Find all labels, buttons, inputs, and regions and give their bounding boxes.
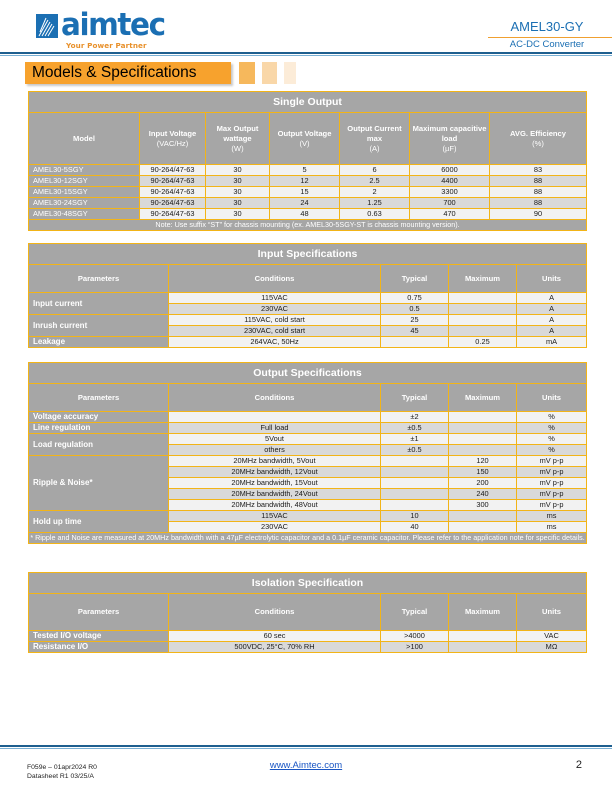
model-cell: AMEL30-5SGY <box>29 165 140 176</box>
aimtec-logo-icon <box>36 14 58 38</box>
banner-decor-bar <box>284 62 296 84</box>
input-voltage-cell: 90-264/47-63 <box>140 187 206 198</box>
column-header: Conditions <box>169 594 381 631</box>
maximum-cell <box>449 412 517 423</box>
table-row <box>29 631 587 642</box>
units-cell: mV p-p <box>517 478 587 489</box>
units-cell: A <box>517 326 587 337</box>
condition-cell <box>169 412 381 423</box>
units-cell: A <box>517 293 587 304</box>
typical-cell <box>381 478 449 489</box>
efficiency-cell: 88 <box>490 176 587 187</box>
units-cell: A <box>517 304 587 315</box>
condition-cell: 230VAC <box>169 522 381 533</box>
units-cell: % <box>517 423 587 434</box>
output-specs-table <box>28 362 587 544</box>
typical-cell: >100 <box>381 642 449 653</box>
typical-cell <box>381 467 449 478</box>
cap-load-cell: 6000 <box>410 165 490 176</box>
condition-cell: 20MHz bandwidth, 5Vout <box>169 456 381 467</box>
typical-cell: 45 <box>381 326 449 337</box>
param-cell: Hold up time <box>29 511 169 533</box>
condition-cell: 20MHz bandwidth, 24Vout <box>169 489 381 500</box>
table-title: Output Specifications <box>29 363 587 384</box>
section-banner-title: Models & Specifications <box>32 64 197 81</box>
param-cell: Inrush current <box>29 315 169 337</box>
column-header: Max Output wattage (W) <box>206 113 270 165</box>
efficiency-cell: 90 <box>490 209 587 220</box>
datasheet-revision: Datasheet R1 03/25/A <box>27 773 94 780</box>
typical-cell <box>381 456 449 467</box>
wattage-cell: 30 <box>206 176 270 187</box>
column-header: Parameters <box>29 594 169 631</box>
typical-cell: 10 <box>381 511 449 522</box>
output-voltage-cell: 5 <box>270 165 340 176</box>
banner-decor-bar <box>262 62 277 84</box>
condition-cell: 20MHz bandwidth, 15Vout <box>169 478 381 489</box>
column-header: Units <box>517 594 587 631</box>
table-note: * Ripple and Noise are measured at 20MHz bandwidth with a 47µF electrolytic capacitor and a 0.1µF ceramic capacitor. Please refer to the application note for specific details. <box>30 533 585 542</box>
efficiency-cell: 88 <box>490 198 587 209</box>
typical-cell <box>381 489 449 500</box>
input-voltage-cell: 90-264/47-63 <box>140 198 206 209</box>
table-row <box>29 423 587 434</box>
maximum-cell: 200 <box>449 478 517 489</box>
cap-load-cell: 4400 <box>410 176 490 187</box>
units-cell: % <box>517 412 587 423</box>
condition-cell: 60 sec <box>169 631 381 642</box>
condition-cell: Full load <box>169 423 381 434</box>
output-current-cell: 1.25 <box>340 198 410 209</box>
units-cell: A <box>517 315 587 326</box>
maximum-cell <box>449 315 517 326</box>
condition-cell: 230VAC <box>169 304 381 315</box>
condition-cell: 115VAC, cold start <box>169 315 381 326</box>
maximum-cell: 0.25 <box>449 337 517 348</box>
typical-cell: ±0.5 <box>381 423 449 434</box>
typical-cell: 40 <box>381 522 449 533</box>
condition-cell: 115VAC <box>169 511 381 522</box>
table-row <box>29 456 587 467</box>
units-cell: ms <box>517 522 587 533</box>
maximum-cell: 120 <box>449 456 517 467</box>
column-header: Maximum <box>449 384 517 412</box>
output-voltage-cell: 24 <box>270 198 340 209</box>
footer-website <box>0 760 612 771</box>
column-header: Model <box>29 113 140 165</box>
units-cell: MΩ <box>517 642 587 653</box>
maximum-cell: 240 <box>449 489 517 500</box>
input-voltage-cell: 90-264/47-63 <box>140 176 206 187</box>
units-cell: mV p-p <box>517 467 587 478</box>
cap-load-cell: 470 <box>410 209 490 220</box>
header-divider-thin <box>0 55 612 56</box>
table-row <box>29 209 587 220</box>
column-header: Maximum <box>449 594 517 631</box>
table-title: Single Output <box>29 92 587 113</box>
typical-cell: ±0.5 <box>381 445 449 456</box>
maximum-cell <box>449 522 517 533</box>
output-current-cell: 2 <box>340 187 410 198</box>
condition-cell: 264VAC, 50Hz <box>169 337 381 348</box>
column-header: Output Current max (A) <box>340 113 410 165</box>
column-header: Conditions <box>169 265 381 293</box>
condition-cell: 500VDC, 25°C, 70% RH <box>169 642 381 653</box>
param-cell: Resistance I/O <box>29 642 169 653</box>
param-cell: Input current <box>29 293 169 315</box>
output-voltage-cell: 15 <box>270 187 340 198</box>
column-header: AVG. Efficiency (%) <box>490 113 587 165</box>
table-title: Input Specifications <box>29 244 587 265</box>
units-cell: % <box>517 445 587 456</box>
column-header: Typical <box>381 384 449 412</box>
column-header: Parameters <box>29 384 169 412</box>
model-cell: AMEL30-24SGY <box>29 198 140 209</box>
output-current-cell: 0.63 <box>340 209 410 220</box>
table-row <box>29 293 587 304</box>
maximum-cell <box>449 434 517 445</box>
aimtec-logo <box>36 7 165 50</box>
condition-cell: 230VAC, cold start <box>169 326 381 337</box>
product-name: AMEL30-GY <box>488 18 612 38</box>
wattage-cell: 30 <box>206 209 270 220</box>
wattage-cell: 30 <box>206 198 270 209</box>
table-row <box>29 165 587 176</box>
efficiency-cell: 88 <box>490 187 587 198</box>
column-header: Units <box>517 384 587 412</box>
units-cell: VAC <box>517 631 587 642</box>
maximum-cell <box>449 304 517 315</box>
units-cell: mA <box>517 337 587 348</box>
banner-decor-bar <box>239 62 255 84</box>
table-row <box>29 412 587 423</box>
column-header: Typical <box>381 265 449 293</box>
table-row <box>29 176 587 187</box>
footer-divider <box>0 745 612 747</box>
output-current-cell: 2.5 <box>340 176 410 187</box>
typical-cell: ±2 <box>381 412 449 423</box>
input-voltage-cell: 90-264/47-63 <box>140 165 206 176</box>
column-header: Output Voltage (V) <box>270 113 340 165</box>
model-cell: AMEL30-48SGY <box>29 209 140 220</box>
typical-cell: 0.5 <box>381 304 449 315</box>
logo-wordmark: aimtec <box>61 7 165 43</box>
maximum-cell <box>449 511 517 522</box>
maximum-cell: 150 <box>449 467 517 478</box>
column-header: Units <box>517 265 587 293</box>
section-banner <box>25 62 231 84</box>
maximum-cell: 300 <box>449 500 517 511</box>
typical-cell: >4000 <box>381 631 449 642</box>
input-voltage-cell: 90-264/47-63 <box>140 209 206 220</box>
units-cell: ms <box>517 511 587 522</box>
table-note: Note: Use suffix “ST” for chassis mounting (ex. AMEL30-5SGY-ST is chassis mounting version). <box>29 220 587 231</box>
isolation-specs-table <box>28 572 587 653</box>
param-cell: Leakage <box>29 337 169 348</box>
units-cell: mV p-p <box>517 500 587 511</box>
table-title: Isolation Specification <box>29 573 587 594</box>
param-cell: Voltage accuracy <box>29 412 169 423</box>
typical-cell: 25 <box>381 315 449 326</box>
output-current-cell: 6 <box>340 165 410 176</box>
table-row <box>29 198 587 209</box>
maximum-cell <box>449 642 517 653</box>
cap-load-cell: 3300 <box>410 187 490 198</box>
maximum-cell <box>449 423 517 434</box>
units-cell: mV p-p <box>517 489 587 500</box>
footer-divider-thin <box>0 748 612 749</box>
table-row <box>29 187 587 198</box>
units-cell: mV p-p <box>517 456 587 467</box>
product-title-block <box>488 18 612 52</box>
header-divider <box>0 52 612 54</box>
typical-cell <box>381 500 449 511</box>
table-row <box>29 642 587 653</box>
website-link[interactable]: www.Aimtec.com <box>269 760 343 771</box>
typical-cell <box>381 337 449 348</box>
cap-load-cell: 700 <box>410 198 490 209</box>
param-cell: Load regulation <box>29 434 169 456</box>
column-header: Typical <box>381 594 449 631</box>
efficiency-cell: 83 <box>490 165 587 176</box>
typical-cell: 0.75 <box>381 293 449 304</box>
model-cell: AMEL30-15SGY <box>29 187 140 198</box>
condition-cell: 20MHz bandwidth, 48Vout <box>169 500 381 511</box>
wattage-cell: 30 <box>206 165 270 176</box>
column-header: Conditions <box>169 384 381 412</box>
column-header: Input Voltage (VAC/Hz) <box>140 113 206 165</box>
param-cell: Tested I/O voltage <box>29 631 169 642</box>
units-cell: % <box>517 434 587 445</box>
maximum-cell <box>449 445 517 456</box>
output-voltage-cell: 48 <box>270 209 340 220</box>
condition-cell: 115VAC <box>169 293 381 304</box>
model-cell: AMEL30-12SGY <box>29 176 140 187</box>
param-cell: Ripple & Noise* <box>29 456 169 511</box>
column-header: Maximum <box>449 265 517 293</box>
maximum-cell <box>449 631 517 642</box>
condition-cell: others <box>169 445 381 456</box>
input-specs-table <box>28 243 587 348</box>
form-code: F059e – 01apr2024 R0 <box>27 764 97 771</box>
column-header: Parameters <box>29 265 169 293</box>
condition-cell: 20MHz bandwidth, 12Vout <box>169 467 381 478</box>
single-output-table <box>28 91 587 231</box>
param-cell: Line regulation <box>29 423 169 434</box>
logo-tagline: Your Power Partner <box>66 41 147 50</box>
wattage-cell: 30 <box>206 187 270 198</box>
maximum-cell <box>449 326 517 337</box>
page-number: 2 <box>575 759 582 771</box>
table-row <box>29 434 587 445</box>
table-row <box>29 337 587 348</box>
table-row <box>29 315 587 326</box>
product-type: AC-DC Converter <box>509 39 585 50</box>
output-voltage-cell: 12 <box>270 176 340 187</box>
column-header: Maximum capacitive load (µF) <box>410 113 490 165</box>
maximum-cell <box>449 293 517 304</box>
typical-cell: ±1 <box>381 434 449 445</box>
table-row <box>29 511 587 522</box>
condition-cell: 5Vout <box>169 434 381 445</box>
